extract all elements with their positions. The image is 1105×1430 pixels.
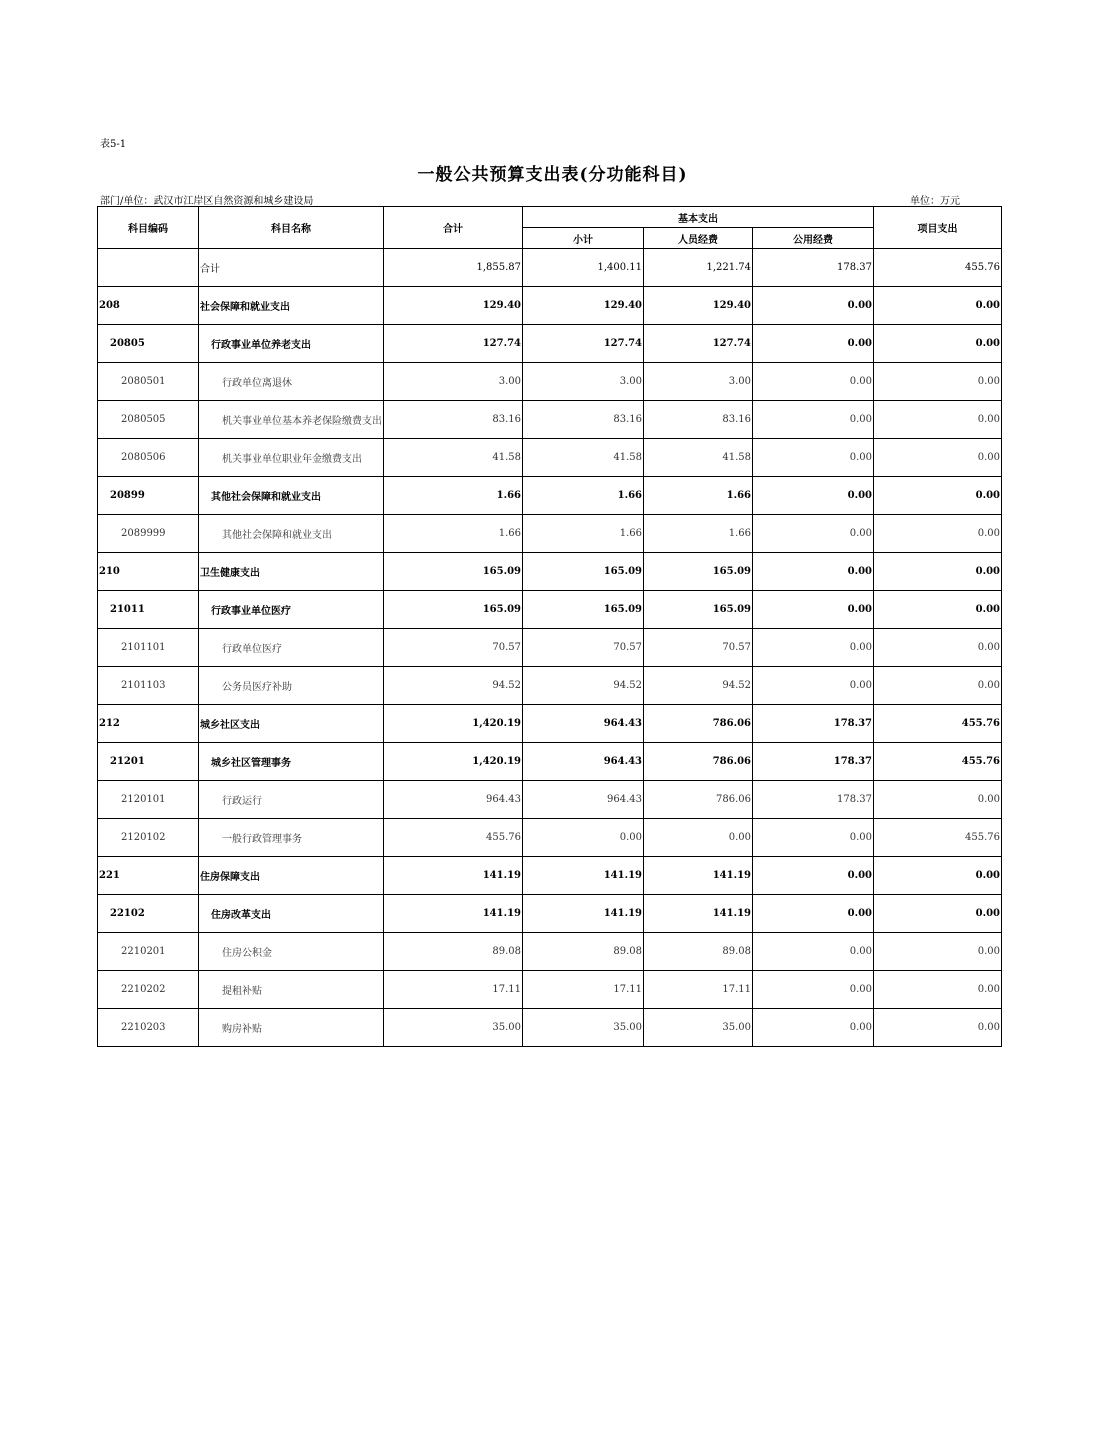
cell-total: 165.09: [384, 553, 523, 591]
cell-name: 城乡社区支出: [199, 705, 384, 743]
cell-total: 141.19: [384, 857, 523, 895]
cell-project: 0.00: [874, 477, 1002, 515]
cell-subtotal: 141.19: [523, 857, 644, 895]
header-name: 科目名称: [199, 207, 384, 249]
cell-total: 17.11: [384, 971, 523, 1009]
cell-public: 178.37: [753, 249, 874, 287]
cell-personnel: 89.08: [644, 933, 753, 971]
cell-total: 41.58: [384, 439, 523, 477]
budget-table: [97, 206, 1002, 1047]
table-row: [98, 401, 1002, 439]
cell-total: 455.76: [384, 819, 523, 857]
cell-personnel: 127.74: [644, 325, 753, 363]
cell-code: 2210202: [98, 971, 199, 1009]
cell-project: 0.00: [874, 439, 1002, 477]
table-row: [98, 629, 1002, 667]
cell-public: 178.37: [753, 705, 874, 743]
cell-name: 合计: [199, 249, 384, 287]
cell-public: 178.37: [753, 743, 874, 781]
cell-code: 21011: [98, 591, 199, 629]
cell-subtotal: 3.00: [523, 363, 644, 401]
cell-name: 卫生健康支出: [199, 553, 384, 591]
cell-subtotal: 0.00: [523, 819, 644, 857]
table-row: [98, 705, 1002, 743]
cell-subtotal: 41.58: [523, 439, 644, 477]
table-header: [98, 207, 1002, 249]
cell-personnel: 70.57: [644, 629, 753, 667]
cell-name: 行政单位离退休: [199, 363, 384, 401]
cell-project: 455.76: [874, 249, 1002, 287]
cell-public: 0.00: [753, 667, 874, 705]
table-row: [98, 591, 1002, 629]
header-personnel: 人员经费: [644, 228, 753, 249]
cell-total: 141.19: [384, 895, 523, 933]
cell-name: 购房补贴: [199, 1009, 384, 1047]
cell-code: 21201: [98, 743, 199, 781]
header-total: 合计: [384, 207, 523, 249]
cell-personnel: 786.06: [644, 743, 753, 781]
cell-project: 455.76: [874, 743, 1002, 781]
table-row: [98, 667, 1002, 705]
table-row: [98, 971, 1002, 1009]
cell-subtotal: 17.11: [523, 971, 644, 1009]
table-row: [98, 363, 1002, 401]
header-public: 公用经费: [753, 228, 874, 249]
page-title: 一般公共预算支出表(分功能科目): [417, 165, 688, 185]
table-row: [98, 249, 1002, 287]
cell-public: 0.00: [753, 401, 874, 439]
cell-total: 1,420.19: [384, 743, 523, 781]
cell-total: 1.66: [384, 515, 523, 553]
cell-name: 住房公积金: [199, 933, 384, 971]
cell-subtotal: 165.09: [523, 591, 644, 629]
cell-subtotal: 1.66: [523, 515, 644, 553]
cell-personnel: 165.09: [644, 591, 753, 629]
header-basic: 基本支出: [523, 207, 874, 228]
cell-subtotal: 70.57: [523, 629, 644, 667]
cell-personnel: 3.00: [644, 363, 753, 401]
cell-public: 0.00: [753, 971, 874, 1009]
cell-public: 0.00: [753, 477, 874, 515]
cell-personnel: 1,221.74: [644, 249, 753, 287]
cell-name: 住房改革支出: [199, 895, 384, 933]
cell-code: 2080506: [98, 439, 199, 477]
cell-code: 20899: [98, 477, 199, 515]
table-row: [98, 515, 1002, 553]
cell-name: 社会保障和就业支出: [199, 287, 384, 325]
cell-public: 0.00: [753, 933, 874, 971]
cell-name: 机关事业单位职业年金缴费支出: [199, 439, 384, 477]
cell-project: 0.00: [874, 287, 1002, 325]
cell-public: 0.00: [753, 591, 874, 629]
cell-total: 3.00: [384, 363, 523, 401]
cell-public: 0.00: [753, 629, 874, 667]
cell-code: 212: [98, 705, 199, 743]
cell-project: 455.76: [874, 819, 1002, 857]
table-body: [98, 249, 1002, 1047]
cell-public: 0.00: [753, 325, 874, 363]
cell-subtotal: 141.19: [523, 895, 644, 933]
cell-total: 964.43: [384, 781, 523, 819]
cell-public: 0.00: [753, 553, 874, 591]
cell-code: 2101103: [98, 667, 199, 705]
cell-personnel: 141.19: [644, 857, 753, 895]
cell-personnel: 786.06: [644, 705, 753, 743]
cell-code: 2080505: [98, 401, 199, 439]
cell-project: 0.00: [874, 857, 1002, 895]
cell-name: 其他社会保障和就业支出: [199, 515, 384, 553]
cell-project: 0.00: [874, 1009, 1002, 1047]
cell-code: 2210203: [98, 1009, 199, 1047]
table-row: [98, 439, 1002, 477]
cell-code: 2120102: [98, 819, 199, 857]
cell-project: 0.00: [874, 971, 1002, 1009]
cell-code: [98, 249, 199, 287]
cell-subtotal: 964.43: [523, 781, 644, 819]
cell-public: 0.00: [753, 1009, 874, 1047]
cell-subtotal: 964.43: [523, 743, 644, 781]
department-label: 部门/单位：武汉市江岸区自然资源和城乡建设局: [100, 196, 314, 207]
cell-name: 行政事业单位养老支出: [199, 325, 384, 363]
unit-label: 单位：万元: [910, 196, 960, 207]
cell-project: 0.00: [874, 933, 1002, 971]
cell-code: 2120101: [98, 781, 199, 819]
cell-total: 83.16: [384, 401, 523, 439]
cell-personnel: 141.19: [644, 895, 753, 933]
cell-personnel: 17.11: [644, 971, 753, 1009]
cell-public: 178.37: [753, 781, 874, 819]
cell-personnel: 786.06: [644, 781, 753, 819]
cell-total: 89.08: [384, 933, 523, 971]
cell-subtotal: 94.52: [523, 667, 644, 705]
cell-project: 0.00: [874, 895, 1002, 933]
cell-total: 70.57: [384, 629, 523, 667]
table-row: [98, 781, 1002, 819]
cell-project: 0.00: [874, 401, 1002, 439]
table-row: [98, 553, 1002, 591]
cell-public: 0.00: [753, 819, 874, 857]
cell-code: 210: [98, 553, 199, 591]
cell-personnel: 83.16: [644, 401, 753, 439]
cell-subtotal: 165.09: [523, 553, 644, 591]
cell-name: 住房保障支出: [199, 857, 384, 895]
cell-name: 提租补贴: [199, 971, 384, 1009]
cell-personnel: 94.52: [644, 667, 753, 705]
cell-project: 0.00: [874, 781, 1002, 819]
cell-subtotal: 127.74: [523, 325, 644, 363]
cell-personnel: 35.00: [644, 1009, 753, 1047]
cell-subtotal: 35.00: [523, 1009, 644, 1047]
cell-code: 221: [98, 857, 199, 895]
table-number: 表5-1: [100, 139, 127, 150]
table-row: [98, 895, 1002, 933]
cell-name: 行政运行: [199, 781, 384, 819]
cell-public: 0.00: [753, 895, 874, 933]
cell-name: 公务员医疗补助: [199, 667, 384, 705]
cell-name: 行政单位医疗: [199, 629, 384, 667]
header-subtotal: 小计: [523, 228, 644, 249]
cell-subtotal: 964.43: [523, 705, 644, 743]
cell-name: 行政事业单位医疗: [199, 591, 384, 629]
cell-total: 127.74: [384, 325, 523, 363]
cell-project: 0.00: [874, 515, 1002, 553]
cell-personnel: 1.66: [644, 477, 753, 515]
cell-name: 一般行政管理事务: [199, 819, 384, 857]
cell-total: 1.66: [384, 477, 523, 515]
cell-code: 2080501: [98, 363, 199, 401]
cell-total: 129.40: [384, 287, 523, 325]
cell-public: 0.00: [753, 515, 874, 553]
cell-project: 455.76: [874, 705, 1002, 743]
cell-code: 2210201: [98, 933, 199, 971]
cell-subtotal: 1,400.11: [523, 249, 644, 287]
cell-total: 94.52: [384, 667, 523, 705]
header-project: 项目支出: [874, 207, 1002, 249]
cell-project: 0.00: [874, 591, 1002, 629]
cell-name: 机关事业单位基本养老保险缴费支出: [199, 401, 384, 439]
cell-total: 1,420.19: [384, 705, 523, 743]
cell-personnel: 129.40: [644, 287, 753, 325]
cell-personnel: 165.09: [644, 553, 753, 591]
cell-name: 其他社会保障和就业支出: [199, 477, 384, 515]
table-row: [98, 857, 1002, 895]
cell-subtotal: 129.40: [523, 287, 644, 325]
cell-code: 20805: [98, 325, 199, 363]
cell-name: 城乡社区管理事务: [199, 743, 384, 781]
cell-public: 0.00: [753, 363, 874, 401]
cell-code: 208: [98, 287, 199, 325]
table-row: [98, 287, 1002, 325]
cell-project: 0.00: [874, 553, 1002, 591]
table-row: [98, 325, 1002, 363]
cell-total: 1,855.87: [384, 249, 523, 287]
cell-project: 0.00: [874, 629, 1002, 667]
cell-personnel: 1.66: [644, 515, 753, 553]
cell-subtotal: 89.08: [523, 933, 644, 971]
table-row: [98, 1009, 1002, 1047]
header-code: 科目编码: [98, 207, 199, 249]
cell-code: 22102: [98, 895, 199, 933]
cell-project: 0.00: [874, 363, 1002, 401]
table-row: [98, 933, 1002, 971]
cell-project: 0.00: [874, 325, 1002, 363]
cell-subtotal: 1.66: [523, 477, 644, 515]
table-row: [98, 477, 1002, 515]
cell-public: 0.00: [753, 287, 874, 325]
table-row: [98, 819, 1002, 857]
cell-project: 0.00: [874, 667, 1002, 705]
cell-code: 2089999: [98, 515, 199, 553]
cell-public: 0.00: [753, 439, 874, 477]
cell-subtotal: 83.16: [523, 401, 644, 439]
cell-personnel: 0.00: [644, 819, 753, 857]
cell-code: 2101101: [98, 629, 199, 667]
table-row: [98, 743, 1002, 781]
cell-total: 165.09: [384, 591, 523, 629]
cell-personnel: 41.58: [644, 439, 753, 477]
cell-total: 35.00: [384, 1009, 523, 1047]
cell-public: 0.00: [753, 857, 874, 895]
